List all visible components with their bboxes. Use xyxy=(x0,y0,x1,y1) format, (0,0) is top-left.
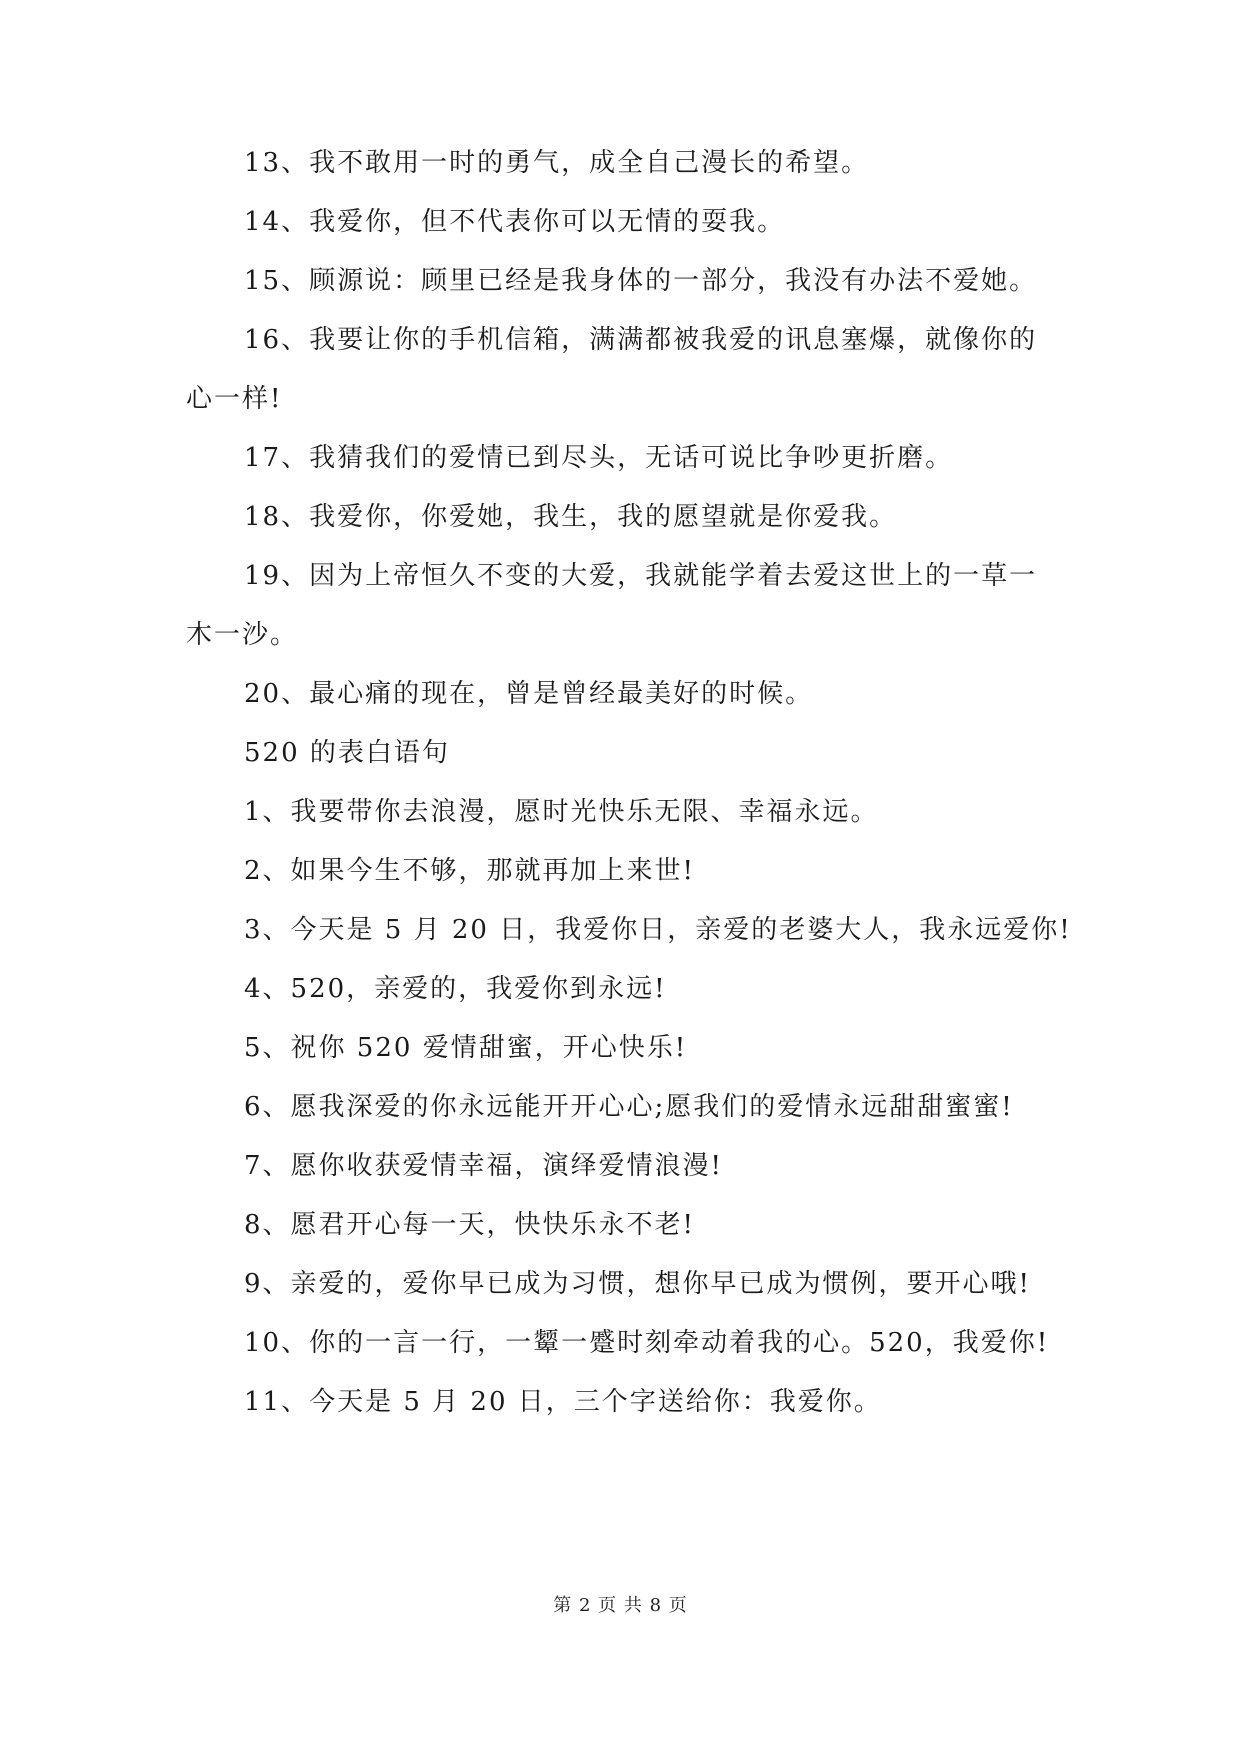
paragraph-item-8: 8、愿君开心每一天，快快乐永不老! xyxy=(244,1210,695,1240)
paragraph-item-20: 20、最心痛的现在，曾是曾经最美好的时候。 xyxy=(244,679,814,709)
paragraph-item-15: 15、顾源说：顾里已经是我身体的一部分，我没有办法不爱她。 xyxy=(244,266,1038,296)
paragraph-item-7: 7、愿你收获爱情幸福，演绎爱情浪漫! xyxy=(244,1151,723,1181)
paragraph-item-10: 10、你的一言一行，一颦一蹙时刻牵动着我的心。520，我爱你! xyxy=(244,1328,1050,1358)
paragraph-item-16-continuation: 心一样! xyxy=(186,384,283,414)
paragraph-item-19-continuation: 木一沙。 xyxy=(186,620,299,650)
paragraph-item-19: 19、因为上帝恒久不变的大爱，我就能学着去爱这世上的一草一 xyxy=(244,561,1038,591)
page-number-footer: 第 2 页 共 8 页 xyxy=(553,1595,688,1616)
paragraph-item-11: 11、今天是 5 月 20 日，三个字送给你：我爱你。 xyxy=(244,1387,882,1417)
paragraph-item-4: 4、520，亲爱的，我爱你到永远! xyxy=(244,974,667,1004)
paragraph-item-17: 17、我猜我们的爱情已到尽头，无话可说比争吵更折磨。 xyxy=(244,443,954,473)
paragraph-item-18: 18、我爱你，你爱她，我生，我的愿望就是你爱我。 xyxy=(244,502,898,532)
paragraph-item-1: 1、我要带你去浪漫，愿时光快乐无限、幸福永远。 xyxy=(244,797,879,827)
paragraph-item-5: 5、祝你 520 爱情甜蜜，开心快乐! xyxy=(244,1033,688,1063)
section-heading: 520 的表白语句 xyxy=(244,738,450,768)
paragraph-item-9: 9、亲爱的，爱你早已成为习惯，想你早已成为惯例，要开心哦! xyxy=(244,1269,1031,1299)
paragraph-item-2: 2、如果今生不够，那就再加上来世! xyxy=(244,856,695,886)
paragraph-item-3: 3、今天是 5 月 20 日，我爱你日，亲爱的老婆大人，我永远爱你! xyxy=(244,915,1072,945)
paragraph-item-14: 14、我爱你，但不代表你可以无情的耍我。 xyxy=(244,207,786,237)
paragraph-item-16: 16、我要让你的手机信箱，满满都被我爱的讯息塞爆，就像你的 xyxy=(244,325,1038,355)
paragraph-item-13: 13、我不敢用一时的勇气，成全自己漫长的希望。 xyxy=(244,148,870,178)
paragraph-item-6: 6、愿我深爱的你永远能开开心心;愿我们的爱情永远甜甜蜜蜜! xyxy=(244,1092,1014,1122)
